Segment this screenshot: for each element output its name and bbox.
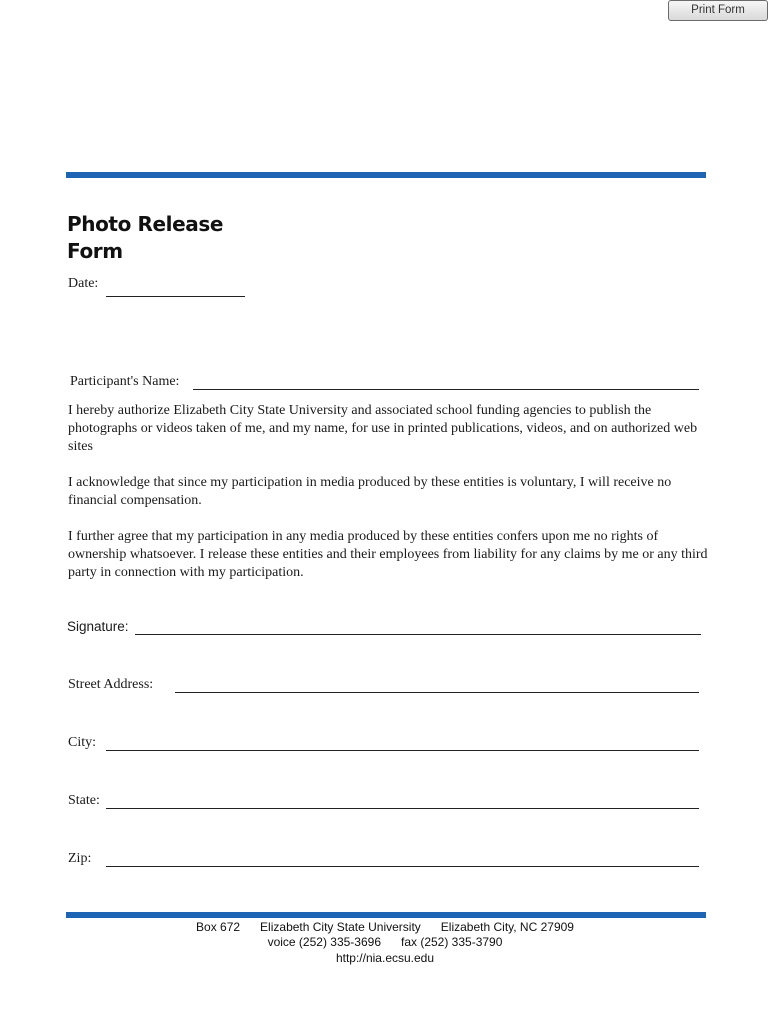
- title-line-1: Photo Release: [67, 212, 224, 236]
- street-address-label: Street Address:: [68, 677, 154, 692]
- authorization-paragraph: I hereby authorize Elizabeth City State University and associated school funding agencies to publish the photographs or videos taken of me, and my name, for use in printed publications, videos, and on authorized web sites: [68, 403, 698, 454]
- ownership-paragraph: I further agree that my participation in any media produced by these entities confers upon me no rights of ownership whatsoever. I release these entities and their employees from liability for any claims by me or any third party in connection with my participation.: [68, 529, 708, 580]
- compensation-paragraph: I acknowledge that since my participation in media produced by these entities is voluntary, I will receive no financial compensation.: [68, 475, 672, 508]
- print-form-button[interactable]: Print Form: [668, 0, 768, 21]
- participant-name-label: Participant's Name:: [70, 374, 180, 389]
- header-rule: [66, 172, 706, 178]
- state-label: State:: [68, 793, 100, 808]
- page-title: [67, 211, 223, 265]
- footer-url: http://nia.ecsu.edu: [335, 951, 435, 965]
- city-label: City:: [68, 735, 97, 750]
- participant-name-field[interactable]: [193, 389, 699, 390]
- footer-address: Box 672 Elizabeth City State University Elizabeth City, NC 27909: [196, 920, 574, 934]
- footer-rule: [66, 912, 706, 918]
- footer-contact: voice (252) 335-3696 fax (252) 335-3790: [267, 935, 503, 949]
- signature-field[interactable]: [135, 634, 701, 635]
- city-field[interactable]: [106, 750, 699, 751]
- date-label: Date:: [68, 276, 99, 291]
- street-address-field[interactable]: [175, 692, 699, 693]
- state-field[interactable]: [106, 808, 699, 809]
- title-line-2: Form: [67, 239, 123, 263]
- zip-field[interactable]: [106, 866, 699, 867]
- signature-label: Signature:: [67, 619, 129, 634]
- date-field[interactable]: [106, 296, 245, 297]
- zip-label: Zip:: [68, 851, 92, 866]
